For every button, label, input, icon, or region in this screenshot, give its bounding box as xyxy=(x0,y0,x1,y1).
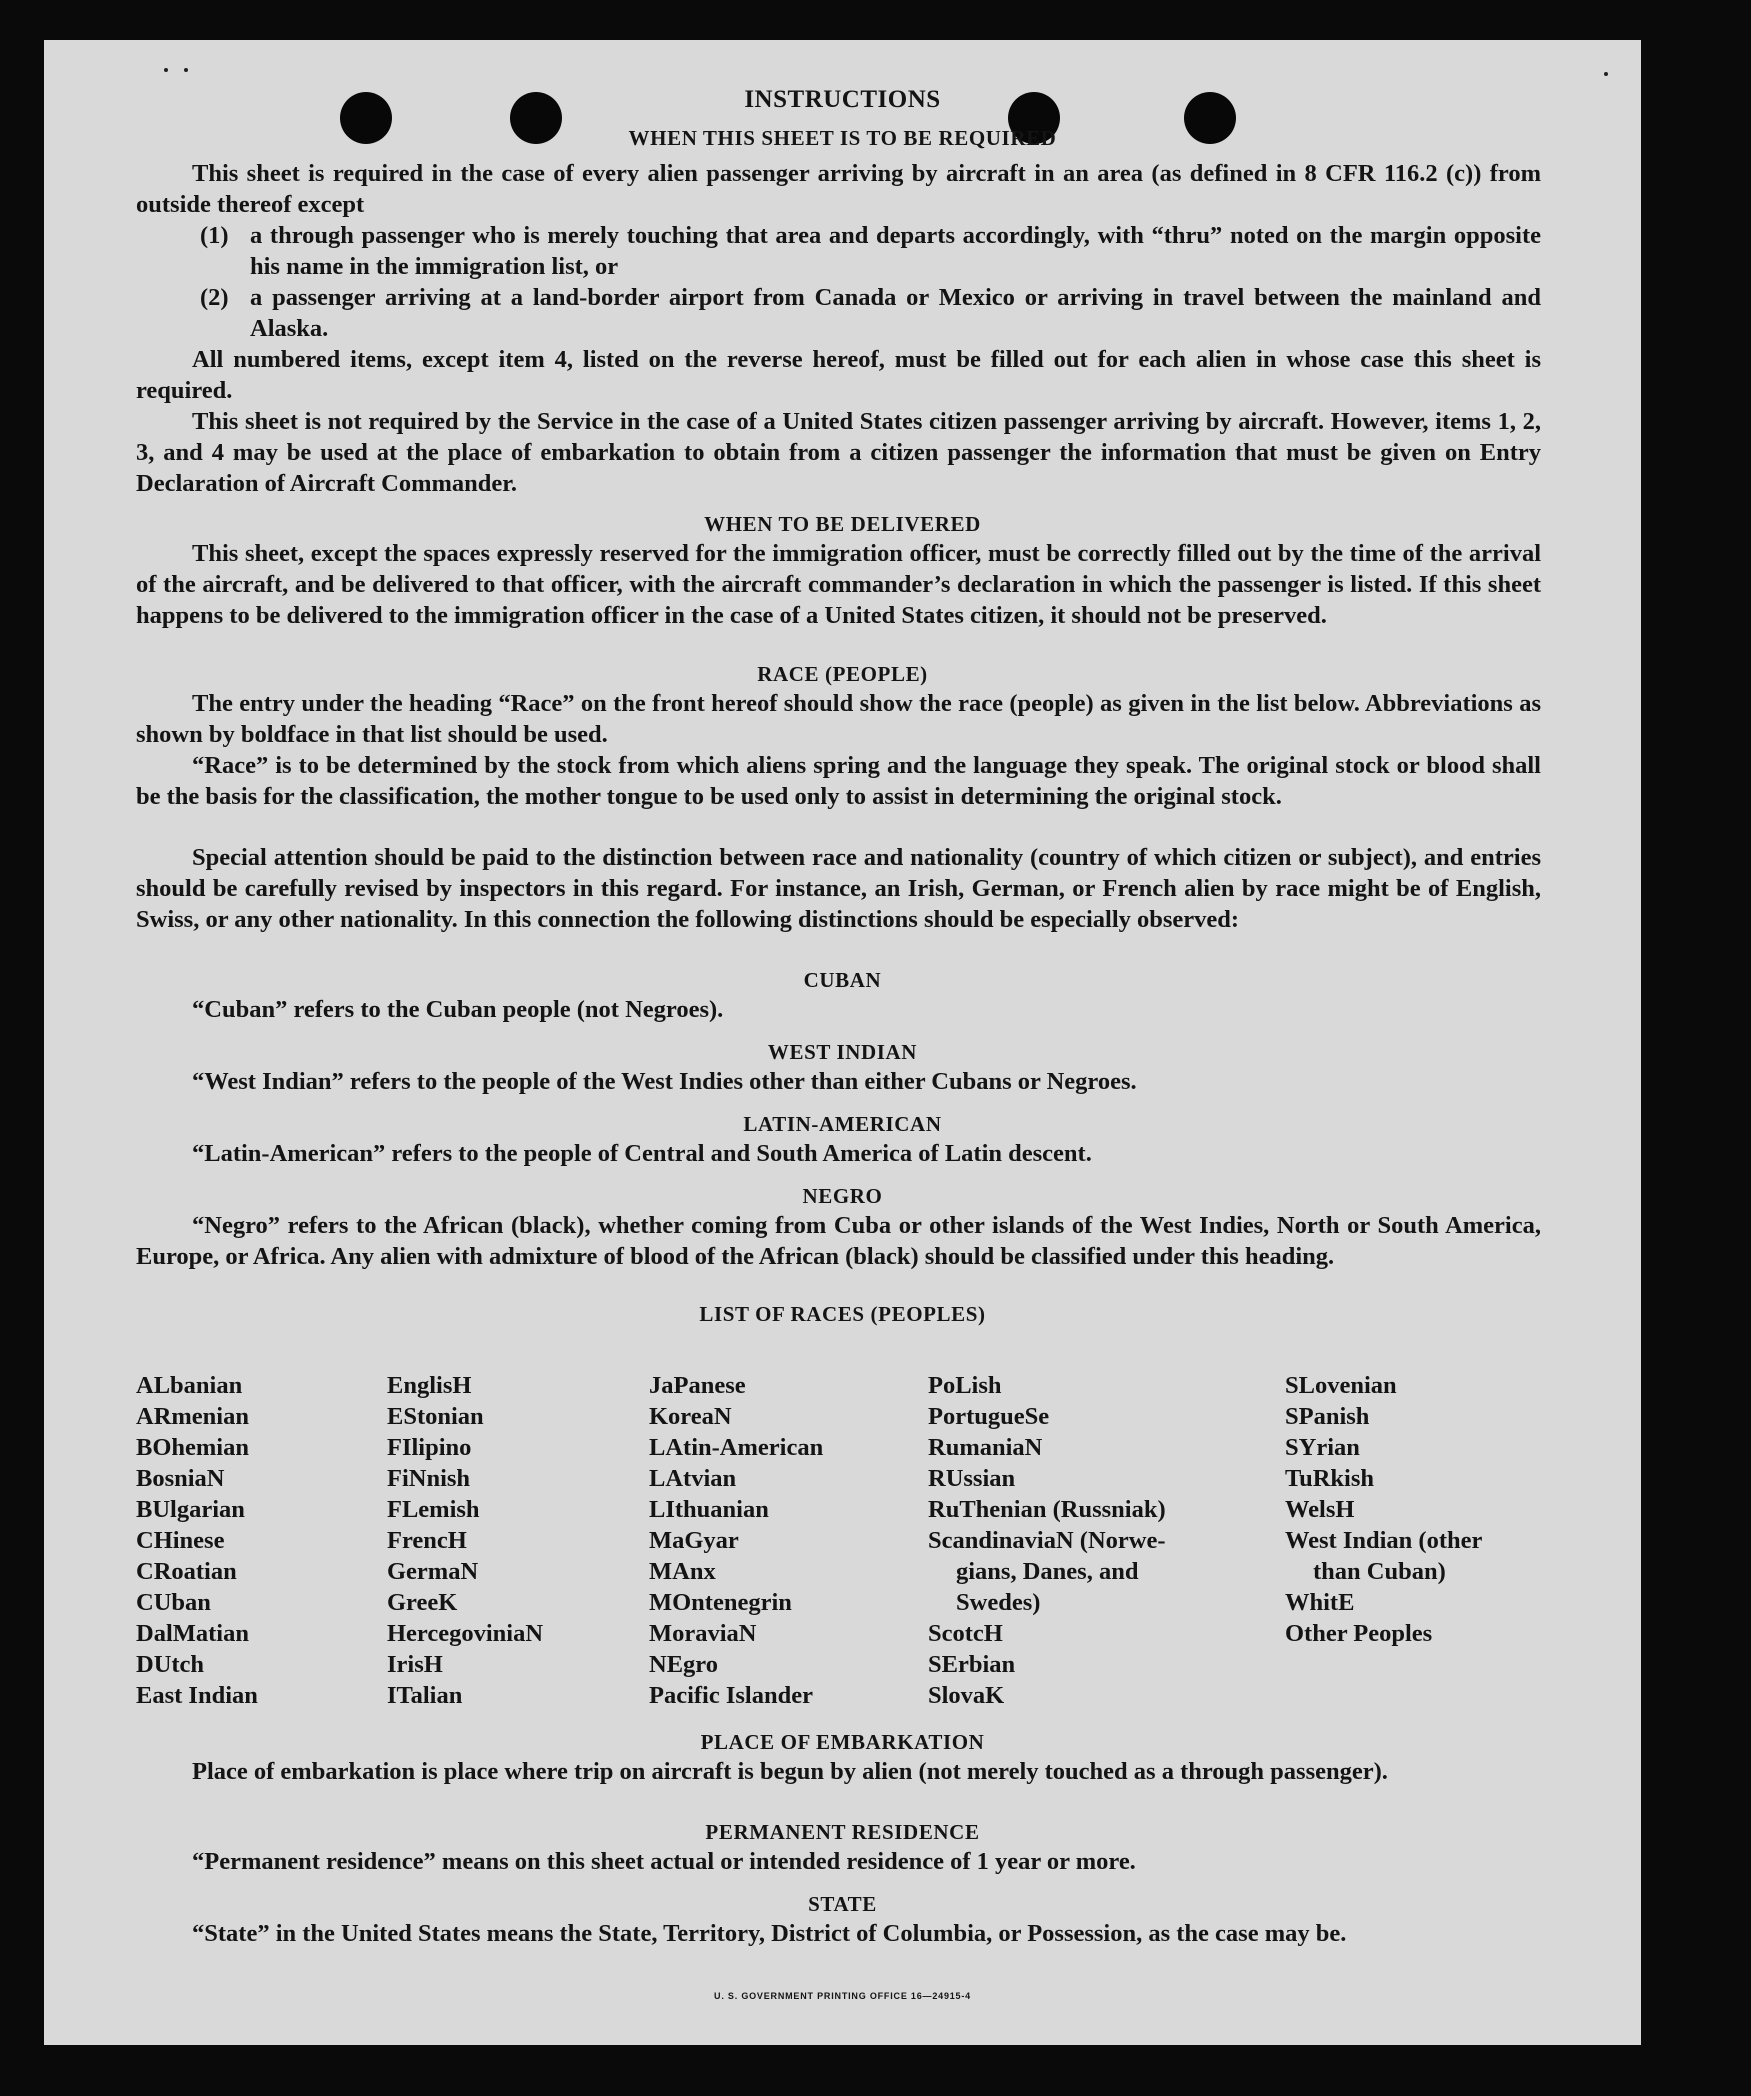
paragraph-race-3: Special attention should be paid to the distinction between race and nationality (country of which citizen or subject), and entries should be carefully revised by inspectors in this regard. For instance, an Irish, German, or French alien by race might be of English, Swiss, or any other nationality. In this connection the following distinctions should be especially observed: xyxy=(136,844,1541,933)
heading-negro: NEGRO xyxy=(802,1184,883,1208)
race-entry: Pacific Islander xyxy=(649,1682,813,1709)
paragraph-race-2: “Race” is to be determined by the stock from which aliens spring and the language they speak. The original stock or blood shall be the basis for the classification, the mother tongue to be used only to assist in determining the original stock. xyxy=(136,752,1541,810)
race-entry: FiNnish xyxy=(387,1465,471,1492)
paragraph-latin-american: “Latin-American” refers to the people of Central and South America of Latin descent. xyxy=(192,1140,1092,1167)
race-entry: PoLish xyxy=(928,1372,1002,1399)
race-entry: West Indian (other xyxy=(1285,1527,1483,1554)
heading-when-required: WHEN THIS SHEET IS TO BE REQUIRED xyxy=(628,126,1057,150)
race-entry: SlovaK xyxy=(928,1682,1005,1709)
race-entry: ITalian xyxy=(387,1682,463,1709)
race-entry: CRoatian xyxy=(136,1558,237,1585)
race-entry: SPanish xyxy=(1285,1403,1370,1430)
race-entry: WelsH xyxy=(1285,1496,1355,1523)
races-column-4 xyxy=(928,1370,1166,1711)
race-entry: BOhemian xyxy=(136,1434,249,1461)
exception-item-1: (1) a through passenger who is merely touching that area and departs accordingly, with “thru” noted on the margin opposite his name in the immigration list, or xyxy=(200,222,1541,280)
paragraph-citizen-passenger: This sheet is not required by the Service in the case of a United States citizen passenger arriving by aircraft. However, items 1, 2, 3, and 4 may be used at the place of embarkation to obtain from a citizen passenger the information that must be given on Entry Declaration of Aircraft Commander. xyxy=(136,408,1541,497)
heading-latin-american: LATIN-AMERICAN xyxy=(743,1112,942,1136)
race-entry: EnglisH xyxy=(387,1372,472,1399)
race-entry: ScandinaviaN (Norwe- xyxy=(928,1527,1166,1554)
race-entry: LAtvian xyxy=(649,1465,737,1492)
race-entry: ScotcH xyxy=(928,1620,1003,1647)
race-entry: NEgro xyxy=(649,1651,718,1678)
document-page xyxy=(44,40,1641,2045)
paragraph-negro: “Negro” refers to the African (black), whether coming from Cuba or other islands of the West Indies, North or South America, Europe, or Africa. Any alien with admixture of blood of the African (black) should be classified under this heading. xyxy=(136,1212,1541,1270)
paragraph-required-intro: This sheet is required in the case of every alien passenger arriving by aircraft in an area (as defined in 8 CFR 116.2 (c)) from outside thereof except xyxy=(136,160,1541,218)
paragraph-state: “State” in the United States means the State, Territory, District of Columbia, or Possession, as the case may be. xyxy=(192,1920,1347,1947)
printing-office-footer: U. S. GOVERNMENT PRINTING OFFICE 16—24915-4 xyxy=(714,1991,971,2001)
race-entry: SYrian xyxy=(1285,1434,1360,1461)
speck xyxy=(164,68,168,72)
race-entry: than Cuban) xyxy=(1313,1558,1446,1585)
speck xyxy=(1604,72,1608,76)
race-entry: FrencH xyxy=(387,1527,467,1554)
race-entry: LAtin-American xyxy=(649,1434,824,1461)
race-entry: MOntenegrin xyxy=(649,1589,792,1616)
race-entry: Swedes) xyxy=(956,1589,1041,1616)
race-entry: WhitE xyxy=(1285,1589,1355,1616)
race-entry: DUtch xyxy=(136,1651,205,1678)
race-entry: MaGyar xyxy=(649,1527,739,1554)
race-entry: MAnx xyxy=(649,1558,716,1585)
exception-item-2: (2) a passenger arriving at a land-border airport from Canada or Mexico or arriving in travel between the mainland and Alaska. xyxy=(200,284,1541,342)
race-entry: CHinese xyxy=(136,1527,225,1554)
paragraph-numbered-items: All numbered items, except item 4, listed on the reverse hereof, must be filled out for each alien in whose case this sheet is required. xyxy=(136,346,1541,404)
paragraph-race-1: The entry under the heading “Race” on the front hereof should show the race (people) as given in the list below. Abbreviations as shown by boldface in that list should be used. xyxy=(136,690,1541,748)
races-column-2 xyxy=(387,1370,543,1711)
race-entry: RuThenian (Russniak) xyxy=(928,1496,1166,1523)
race-entry: BUlgarian xyxy=(136,1496,245,1523)
heading-residence: PERMANENT RESIDENCE xyxy=(705,1820,980,1844)
race-entry: East Indian xyxy=(136,1682,258,1709)
race-entry: GreeK xyxy=(387,1589,458,1616)
race-entry: RUssian xyxy=(928,1465,1016,1492)
race-entry: ARmenian xyxy=(136,1403,249,1430)
race-entry: RumaniaN xyxy=(928,1434,1043,1461)
race-entry: ALbanian xyxy=(136,1372,243,1399)
race-entry: IrisH xyxy=(387,1651,443,1678)
race-entry: FIlipino xyxy=(387,1434,472,1461)
heading-race: RACE (PEOPLE) xyxy=(757,662,928,686)
heading-list-of-races: LIST OF RACES (PEOPLES) xyxy=(699,1302,986,1326)
heading-state: STATE xyxy=(808,1892,877,1916)
race-entry: LIthuanian xyxy=(649,1496,769,1523)
race-entry: TuRkish xyxy=(1285,1465,1375,1492)
paragraph-embarkation: Place of embarkation is place where trip on aircraft is begun by alien (not merely touched as a through passenger). xyxy=(192,1758,1388,1785)
race-entry: GermaN xyxy=(387,1558,479,1585)
race-entry: DalMatian xyxy=(136,1620,249,1647)
races-column-3 xyxy=(649,1370,823,1711)
paragraph-when-delivered: This sheet, except the spaces expressly reserved for the immigration officer, must be correctly filled out by the time of the arrival of the aircraft, and be delivered to that officer, with the aircraft commander’s declaration in which the passenger is listed. If this sheet happens to be delivered to the immigration officer in the case of a United States citizen, it should not be preserved. xyxy=(136,540,1541,629)
heading-cuban: CUBAN xyxy=(803,968,882,992)
race-entry: SErbian xyxy=(928,1651,1016,1678)
heading-west-indian: WEST INDIAN xyxy=(767,1040,918,1064)
race-entry: PortugueSe xyxy=(928,1403,1050,1430)
paragraph-cuban: “Cuban” refers to the Cuban people (not Negroes). xyxy=(192,996,724,1023)
race-entry: MoraviaN xyxy=(649,1620,757,1647)
race-entry: JaPanese xyxy=(649,1372,746,1399)
speck xyxy=(184,68,188,72)
races-column-5 xyxy=(1285,1370,1482,1649)
race-entry: EStonian xyxy=(387,1403,484,1430)
races-column-1 xyxy=(136,1370,258,1711)
heading-when-delivered: WHEN TO BE DELIVERED xyxy=(704,512,981,536)
race-entry: CUban xyxy=(136,1589,211,1616)
race-entry: BosniaN xyxy=(136,1465,225,1492)
race-entry: Other Peoples xyxy=(1285,1620,1433,1647)
race-entry: SLovenian xyxy=(1285,1372,1397,1399)
heading-embarkation: PLACE OF EMBARKATION xyxy=(700,1730,985,1754)
race-entry: HercegoviniaN xyxy=(387,1620,544,1647)
race-entry: gians, Danes, and xyxy=(956,1558,1139,1585)
paragraph-residence: “Permanent residence” means on this sheet actual or intended residence of 1 year or more. xyxy=(192,1848,1136,1875)
race-entry: KoreaN xyxy=(649,1403,732,1430)
page-title: INSTRUCTIONS xyxy=(744,86,941,113)
race-entry: FLemish xyxy=(387,1496,480,1523)
paragraph-west-indian: “West Indian” refers to the people of the West Indies other than either Cubans or Negroes. xyxy=(192,1068,1137,1095)
